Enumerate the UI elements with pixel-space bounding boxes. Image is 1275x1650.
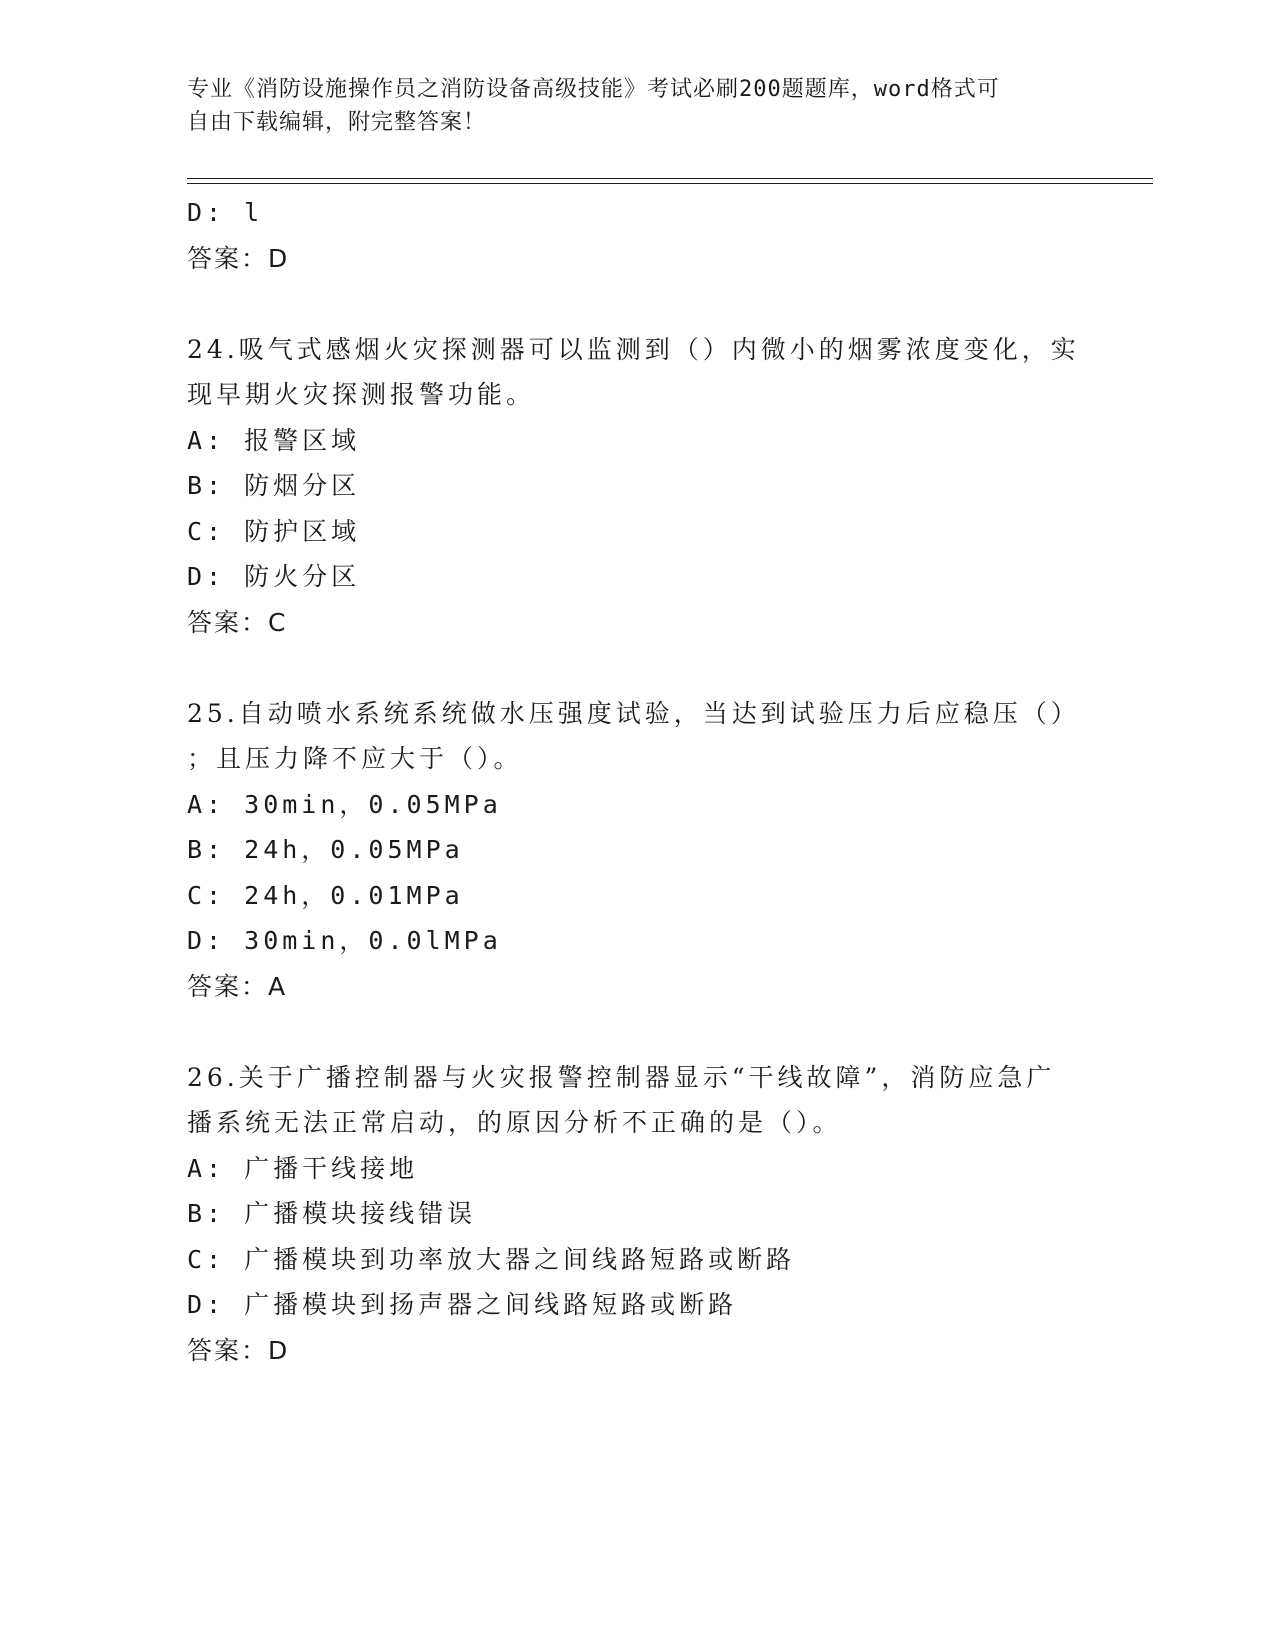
option-a: A: 报警区域 bbox=[187, 425, 361, 455]
question-stem-continued: 现早期火灾探测报警功能。 bbox=[187, 380, 536, 409]
answer-line: 答案：C bbox=[187, 607, 288, 637]
option-d: D: 防火分区 bbox=[187, 562, 361, 591]
answer-line: 答案：A bbox=[187, 971, 288, 1001]
option-b: B: 24h，0.05MPa bbox=[187, 835, 464, 864]
option-c: C: 广播模块到功率放大器之间线路短路或断路 bbox=[187, 1244, 796, 1274]
option-d: D: l bbox=[187, 198, 264, 227]
option-c: C: 24h，0.01MPa bbox=[187, 880, 464, 910]
question-26 bbox=[187, 1055, 1087, 1374]
header-title-line-1: 专业《消防设施操作员之消防设备高级技能》考试必刷200题题库，word格式可 bbox=[187, 77, 1000, 102]
option-d: D: 广播模块到扬声器之间线路短路或断路 bbox=[187, 1290, 738, 1319]
page-header bbox=[187, 73, 1067, 139]
option-a: A: 30min，0.05MPa bbox=[187, 789, 502, 819]
question-stem-continued: 播系统无法正常启动，的原因分析不正确的是（）。 bbox=[187, 1108, 842, 1137]
option-a: A: 广播干线接地 bbox=[187, 1153, 419, 1183]
question-stem: 24.吸气式感烟火灾探测器可以监测到（）内微小的烟雾浓度变化，实 bbox=[187, 334, 1080, 364]
question-25 bbox=[187, 691, 1087, 1010]
question-stem: 26.关于广播控制器与火灾报警控制器显示“干线故障”，消防应急广 bbox=[187, 1062, 1056, 1092]
question-stem-continued: ；且压力降不应大于（）。 bbox=[187, 744, 523, 773]
answer-line: 答案：D bbox=[187, 243, 290, 273]
spacer bbox=[187, 645, 1087, 691]
spacer bbox=[187, 281, 1087, 327]
option-b: B: 防烟分区 bbox=[187, 471, 361, 500]
previous-question-tail bbox=[187, 190, 1087, 281]
question-24 bbox=[187, 327, 1087, 646]
document-body bbox=[187, 190, 1087, 1373]
option-c: C: 防护区域 bbox=[187, 516, 361, 546]
header-divider bbox=[187, 178, 1153, 184]
spacer bbox=[187, 1009, 1087, 1055]
option-b: B: 广播模块接线错误 bbox=[187, 1199, 477, 1228]
header-title-line-2: 自由下载编辑，附完整答案！ bbox=[187, 110, 487, 135]
option-d: D: 30min，0.0lMPa bbox=[187, 926, 502, 955]
answer-line: 答案：D bbox=[187, 1335, 290, 1365]
question-stem: 25.自动喷水系统系统做水压强度试验，当达到试验压力后应稳压（） bbox=[187, 698, 1080, 728]
